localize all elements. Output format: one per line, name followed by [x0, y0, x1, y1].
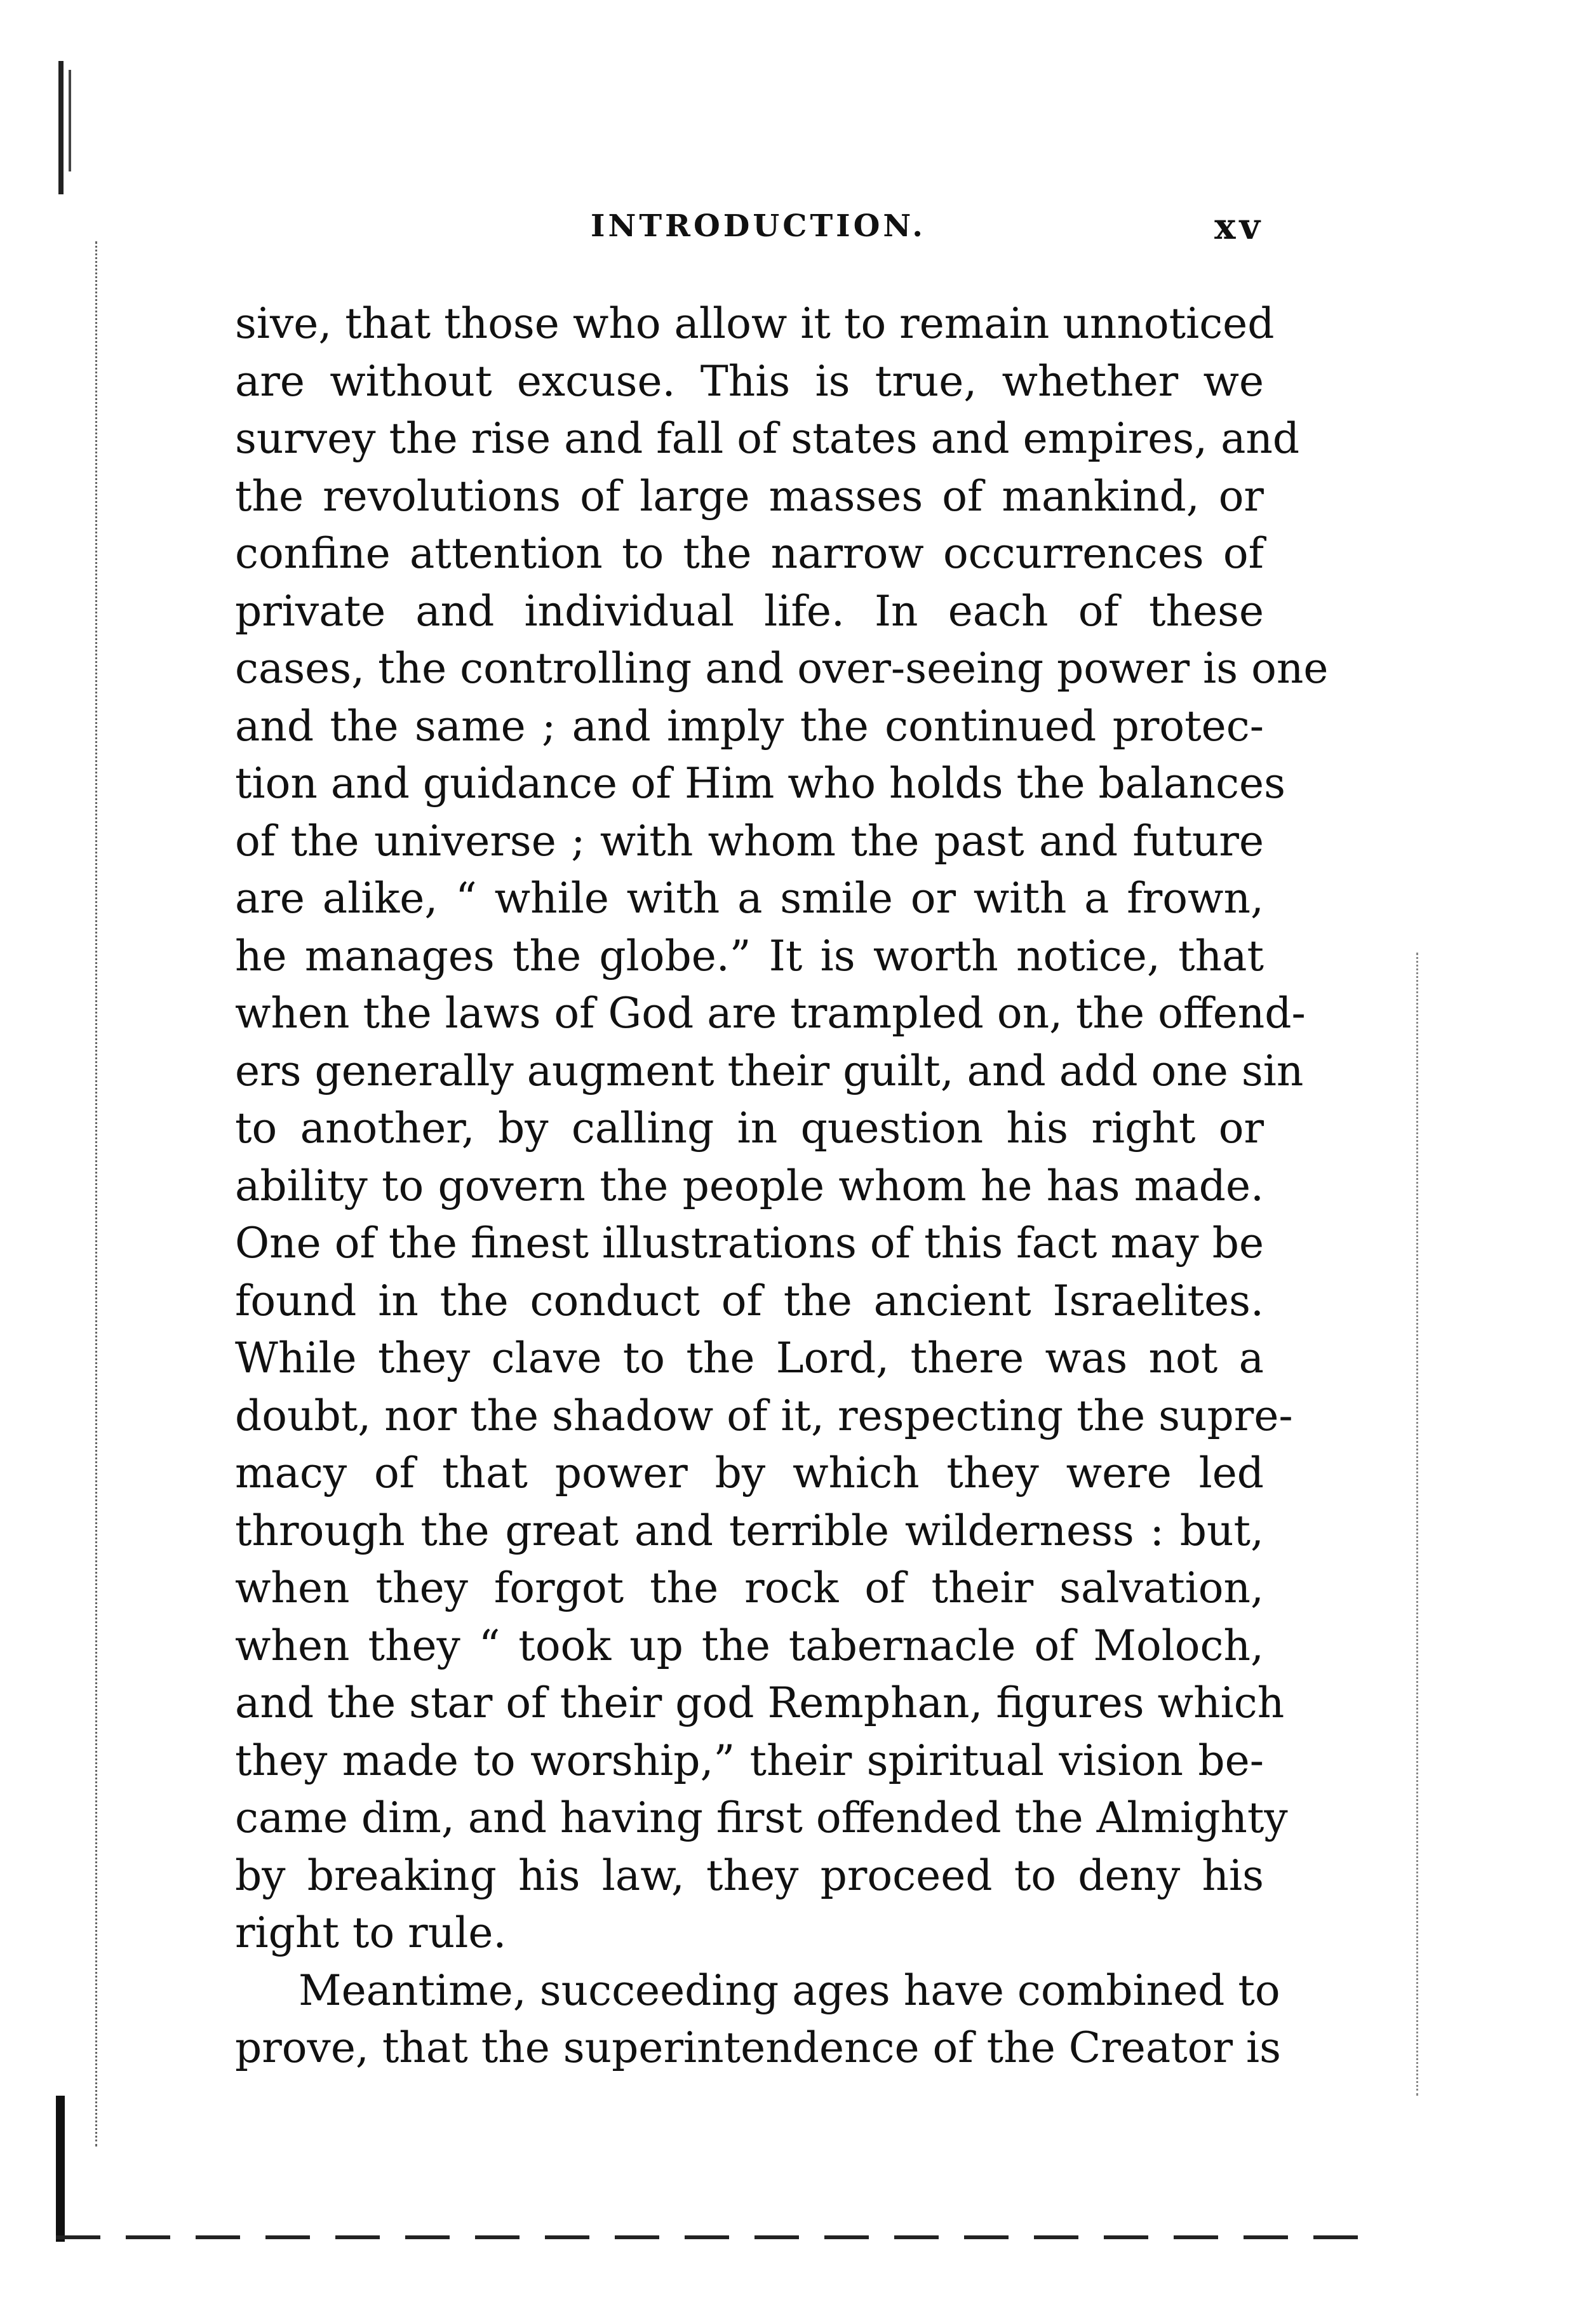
scan-edge-mark: [58, 61, 64, 194]
text-line: through the great and terrible wilderness : but,: [235, 1506, 1264, 1555]
text-line: doubt, nor the shadow of it, respecting the supre-: [235, 1391, 1293, 1440]
text-line: While they clave to the Lord, there was not a: [235, 1334, 1264, 1383]
text-line: survey the rise and fall of states and empires, and: [235, 414, 1300, 463]
binding-shadow: [56, 2096, 65, 2242]
text-line: right to rule.: [235, 1908, 507, 1957]
text-line: private and individual life. In each of these: [235, 586, 1264, 636]
text-line: when they forgot the rock of their salvation,: [235, 1564, 1264, 1612]
text-line: Meantime, succeeding ages have combined to: [298, 1966, 1280, 2015]
text-line: to another, by calling in question his right or: [235, 1104, 1264, 1153]
text-line: prove, that the superintendence of the Creator is: [235, 2023, 1281, 2072]
body-text: [235, 295, 1329, 2077]
text-line: are without excuse. This is true, whether we: [235, 356, 1264, 406]
text-line: when the laws of God are trampled on, the offend-: [235, 989, 1306, 1038]
text-line: they made to worship,” their spiritual vision be-: [235, 1736, 1264, 1785]
text-line: tion and guidance of Him who holds the balances: [235, 759, 1285, 808]
text-line: came dim, and having first offended the Almighty: [235, 1793, 1288, 1842]
gutter-specks: [95, 241, 116, 2146]
text-line: confine attention to the narrow occurrences of: [235, 529, 1264, 578]
text-line: found in the conduct of the ancient Israelites.: [235, 1276, 1264, 1325]
page-number: xv: [1214, 206, 1264, 248]
text-line: of the universe ; with whom the past and future: [235, 816, 1264, 866]
text-line: macy of that power by which they were led: [235, 1449, 1264, 1497]
text-line: are alike, “ while with a smile or with a frown,: [235, 874, 1264, 923]
bottom-edge-mark: [56, 2235, 1358, 2239]
text-line: cases, the controlling and over-seeing power is one: [235, 644, 1329, 693]
text-line: when they “ took up the tabernacle of Moloch,: [235, 1621, 1264, 1670]
text-line: One of the finest illustrations of this fact may be: [235, 1219, 1264, 1268]
text-line: by breaking his law, they proceed to deny his: [235, 1851, 1264, 1900]
scan-edge-mark: [69, 70, 71, 171]
text-line: ability to govern the people whom he has made.: [235, 1161, 1264, 1210]
page-header: [235, 203, 1264, 254]
text-line: and the star of their god Remphan, figures which: [235, 1678, 1285, 1727]
running-head: INTRODUCTION.: [591, 208, 926, 244]
text-line: he manages the globe.” It is worth notice, that: [235, 931, 1264, 981]
text-line: the revolutions of large masses of mankind, or: [235, 471, 1264, 521]
text-line: ers generally augment their guilt, and add one sin: [235, 1046, 1304, 1095]
text-line: and the same ; and imply the continued protec-: [235, 701, 1264, 751]
margin-specks: [1416, 953, 1431, 2096]
text-line: sive, that those who allow it to remain unnoticed: [235, 299, 1275, 348]
